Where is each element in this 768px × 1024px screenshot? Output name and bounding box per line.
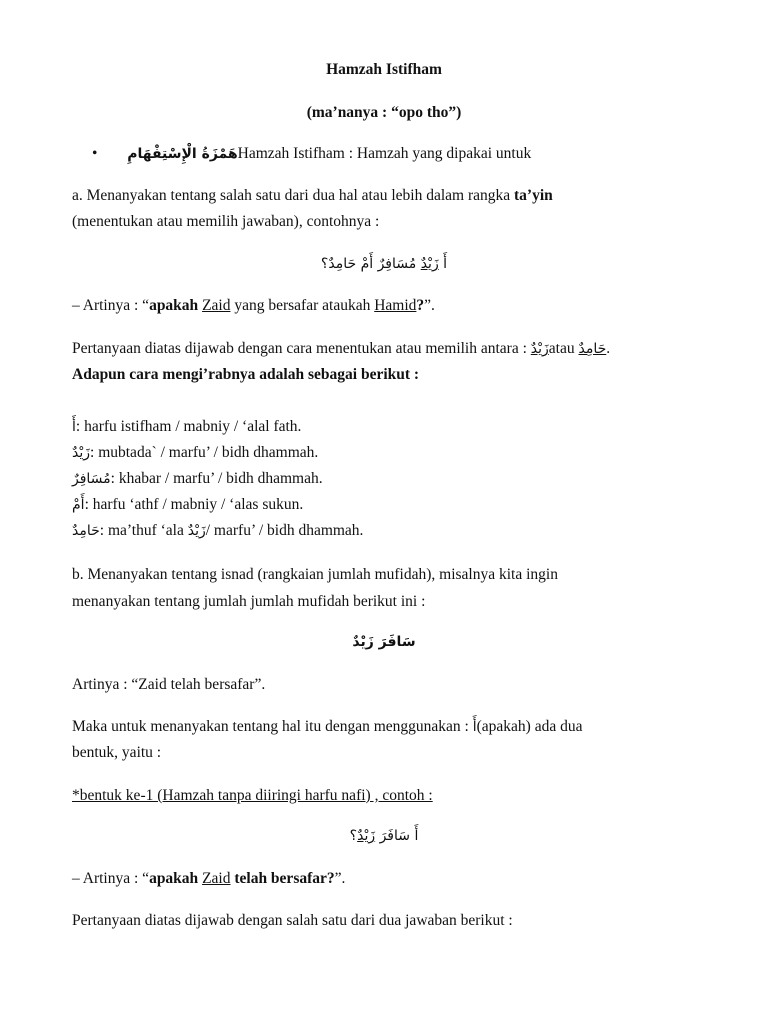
irab-item: [72, 417, 301, 437]
irab-item-arabic-ref: زَيْدٌ: [187, 523, 206, 539]
arabic-example-3-zaid: زَيْدٌ: [357, 828, 376, 844]
arabic-example-3: [0, 826, 768, 846]
meaning-a: [72, 296, 435, 316]
irab-item: [72, 495, 303, 515]
bullet-marker: •: [92, 145, 98, 162]
question-a: [72, 339, 610, 359]
arabic-example-1-hamzah: أَ: [438, 256, 448, 272]
irab-item-text: : ma’thuf ‘ala: [99, 522, 188, 539]
meaning-a-end: ”.: [424, 297, 435, 314]
bentuk-1-heading: *bentuk ke-1 (Hamzah tanpa diiringi harfu nafi) , contoh :: [72, 787, 433, 804]
arabic-example-2: سَافَرَ زَيْدٌ: [352, 634, 416, 650]
irab-item-text: : khabar / marfu’ / bidh dhammah.: [110, 470, 323, 487]
maka-line-end: (apakah) ada dua: [476, 718, 583, 735]
meaning-b2: [72, 869, 345, 889]
question-a-zaid: زَيْدٌ: [530, 341, 549, 357]
meaning-a-hamid: Hamid: [374, 297, 417, 314]
maka-line-text: Maka untuk menanyakan tentang hal itu dengan menggunakan :: [72, 718, 473, 735]
meaning-b2-prefix: – Artinya : “: [72, 870, 150, 887]
maka-line-hamzah: أَ: [472, 719, 477, 735]
section-a-line2: (menentukan atau memilih jawaban), contohnya :: [72, 213, 380, 230]
section-a-line1: [72, 186, 553, 206]
arabic-example-1-rest: مُسَافِرٌ أَمْ حَامِدٌ؟: [320, 256, 421, 272]
irab-heading: Adapun cara mengi’rabnya adalah sebagai berikut :: [72, 366, 420, 383]
question-a-text: Pertanyaan diatas dijawab dengan cara menentukan atau memilih antara :: [72, 340, 531, 357]
meaning-a-qmark: ?: [416, 297, 425, 314]
bullet-arabic: هَمْزَةُ الْإِسْتِفْهَامِ: [127, 146, 238, 162]
bullet-item: [92, 144, 531, 164]
maka-line: [72, 717, 582, 737]
meaning-a-prefix: – Artinya : “: [72, 297, 150, 314]
arabic-example-3-qmark: ؟: [349, 828, 358, 844]
question-a-end: .: [606, 340, 611, 357]
irab-item-arabic: مُسَافِرٌ: [72, 471, 111, 487]
irab-item: [72, 521, 363, 541]
question-a-hamid: حَامِدٌ: [578, 341, 607, 357]
section-b-line2: menanyakan tentang jumlah jumlah mufidah berikut ini :: [72, 593, 426, 610]
arabic-example-3-verb: أَ سَافَرَ: [375, 828, 419, 844]
irab-item: [72, 469, 323, 489]
question-a-atau: atau: [548, 340, 579, 357]
meaning-a-mid: yang bersafar ataukah: [230, 297, 375, 314]
meaning-a-zaid: Zaid: [202, 297, 231, 314]
answer-intro: Pertanyaan diatas dijawab dengan salah satu dari dua jawaban berikut :: [72, 912, 513, 929]
meaning-b2-zaid: Zaid: [202, 870, 231, 887]
page-title: Hamzah Istifham: [326, 61, 442, 78]
arabic-example-1-zaid: زَيْدٌ: [420, 256, 439, 272]
irab-item-text: : mubtada` / marfu’ / bidh dhammah.: [90, 444, 319, 461]
meaning-b2-apakah: apakah: [149, 870, 203, 887]
bullet-text: Hamzah Istifham : Hamzah yang dipakai untuk: [237, 145, 532, 162]
meaning-b: Artinya : “Zaid telah bersafar”.: [72, 676, 266, 693]
irab-item-arabic: زَيْدٌ: [72, 445, 91, 461]
meaning-a-apakah: apakah: [149, 297, 203, 314]
meaning-b2-bersafar: telah bersafar?: [230, 870, 335, 887]
section-a-line1-text: a. Menanyakan tentang salah satu dari dua hal atau lebih dalam rangka: [72, 187, 515, 204]
arabic-example-1: [0, 254, 768, 274]
irab-item-text: : harfu ‘athf / mabniy / ‘alas sukun.: [84, 496, 304, 513]
irab-item-arabic: حَامِدٌ: [72, 523, 100, 539]
irab-item-text: : harfu istifham / mabniy / ‘alal fath.: [75, 418, 302, 435]
irab-item: [72, 443, 318, 463]
tayin-term: ta’yin: [514, 187, 553, 204]
irab-item-arabic: أَمْ: [72, 497, 85, 513]
irab-item-arabic: أَ: [72, 419, 76, 435]
meaning-b2-end: ”.: [334, 870, 346, 887]
page-subtitle: (ma’nanya : “opo tho”): [306, 104, 462, 121]
irab-item-text-end: / marfu’ / bidh dhammah.: [205, 522, 364, 539]
section-b-line1: b. Menanyakan tentang isnad (rangkaian jumlah mufidah), misalnya kita ingin: [72, 566, 558, 583]
maka-line-2: bentuk, yaitu :: [72, 744, 162, 761]
